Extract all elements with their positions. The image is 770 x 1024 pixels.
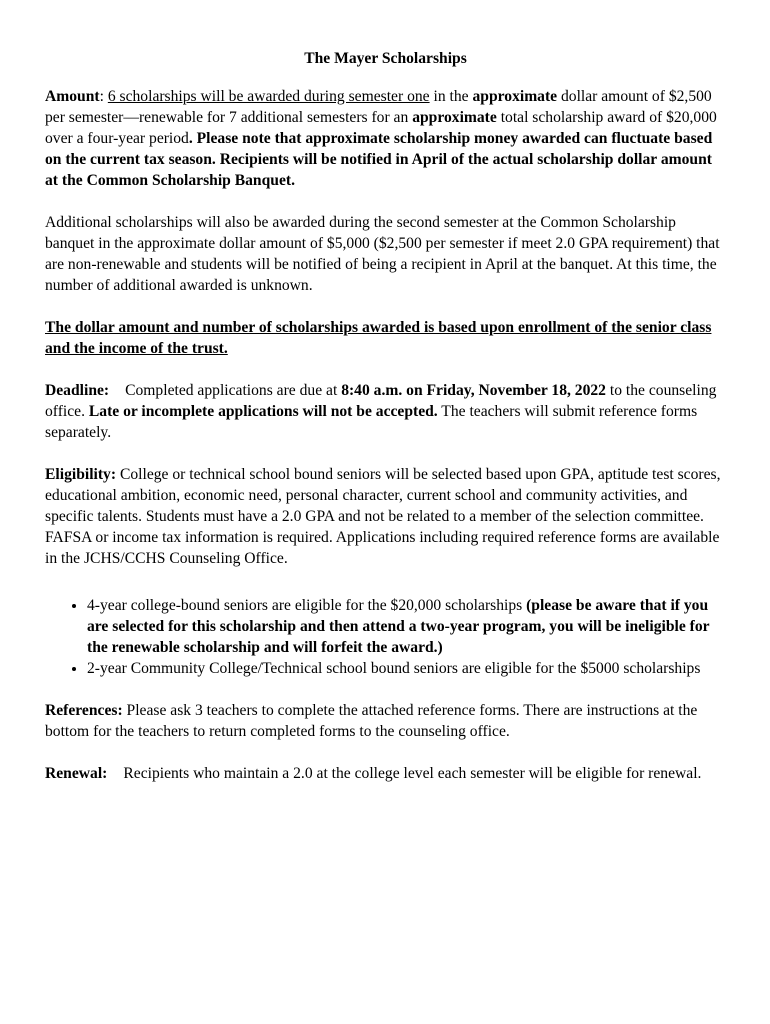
amount-text-3: total scholarship award of $20,000 over a four-year period [45, 109, 717, 147]
deadline-text-3: The teachers will submit reference forms separately. [45, 403, 698, 441]
amount-label: Amount [45, 88, 100, 105]
document-title: The Mayer Scholarships [304, 50, 467, 67]
amount-bold-3: . Please note that approximate scholarship money awarded can fluctuate based on the current tax season. Recipients will be notified in April of the actual scholarship dollar amount at the Common Scholarship Banquet. [45, 130, 713, 189]
amount-paragraph [45, 86, 726, 191]
amount-colon: : [99, 88, 108, 105]
amount-text-1: in the [429, 88, 473, 105]
deadline-text-1: Completed applications are due at [125, 382, 342, 399]
deadline-text-2: to the counseling office. [45, 382, 717, 420]
renewal-paragraph [45, 763, 726, 784]
list-item [87, 658, 726, 679]
renewal-text: Recipients who maintain a 2.0 at the college level each semester will be eligible for renewal. [123, 765, 702, 782]
enrollment-note [45, 317, 726, 359]
enrollment-note-text: The dollar amount and number of scholarships awarded is based upon enrollment of the senior class and the income of the trust. [45, 319, 712, 357]
references-text: Please ask 3 teachers to complete the attached reference forms. There are instructions at the bottom for the teachers to return completed forms to the counseling office. [45, 702, 698, 740]
deadline-paragraph [45, 380, 726, 443]
deadline-warning: Late or incomplete applications will not be accepted. [88, 403, 438, 420]
list-item [87, 595, 726, 658]
eligibility-list [45, 595, 726, 679]
eligibility-paragraph [45, 464, 726, 569]
references-label: References: [45, 702, 123, 719]
eligibility-text: College or technical school bound seniors will be selected based upon GPA, aptitude test scores, educational ambition, economic need, personal character, current school and community activities, and specific talents. Students must have a 2.0 GPA and not be related to a member of the selection committee. FAFSA or income tax information is required. Applications including required reference forms are available in the JCHS/CCHS Counseling Office. [45, 466, 721, 567]
amount-underlined-text: 6 scholarships will be awarded during semester one [107, 88, 430, 105]
amount-bold-2: approximate [412, 109, 497, 126]
deadline-date: 8:40 a.m. on Friday, November 18, 2022 [341, 382, 606, 399]
renewal-label: Renewal: [45, 765, 108, 782]
bullet-1-text: 4-year college-bound seniors are eligible for the $20,000 scholarships [87, 597, 527, 614]
references-paragraph [45, 700, 726, 742]
eligibility-label: Eligibility: [45, 466, 117, 483]
deadline-label: Deadline: [45, 382, 110, 399]
amount-bold-1: approximate [472, 88, 558, 105]
additional-paragraph: Additional scholarships will also be awarded during the second semester at the Common Scholarship banquet in the approximate dollar amount of $5,000 ($2,500 per semester if meet 2.0 GPA requirement) that are non-renewable and students will be notified of being a recipient in April at the banquet. At this time, the number of additional awarded is unknown. [45, 214, 720, 294]
bullet-2-text: 2-year Community College/Technical school bound seniors are eligible for the $5000 scholarships [87, 660, 701, 677]
amount-text-2: dollar amount of $2,500 per semester—renewable for 7 additional semesters for an [45, 88, 712, 126]
bullet-1-bold: (please be aware that if you are selected for this scholarship and then attend a two-year program, you will be ineligible for the renewable scholarship and will forfeit the award.) [87, 597, 710, 656]
